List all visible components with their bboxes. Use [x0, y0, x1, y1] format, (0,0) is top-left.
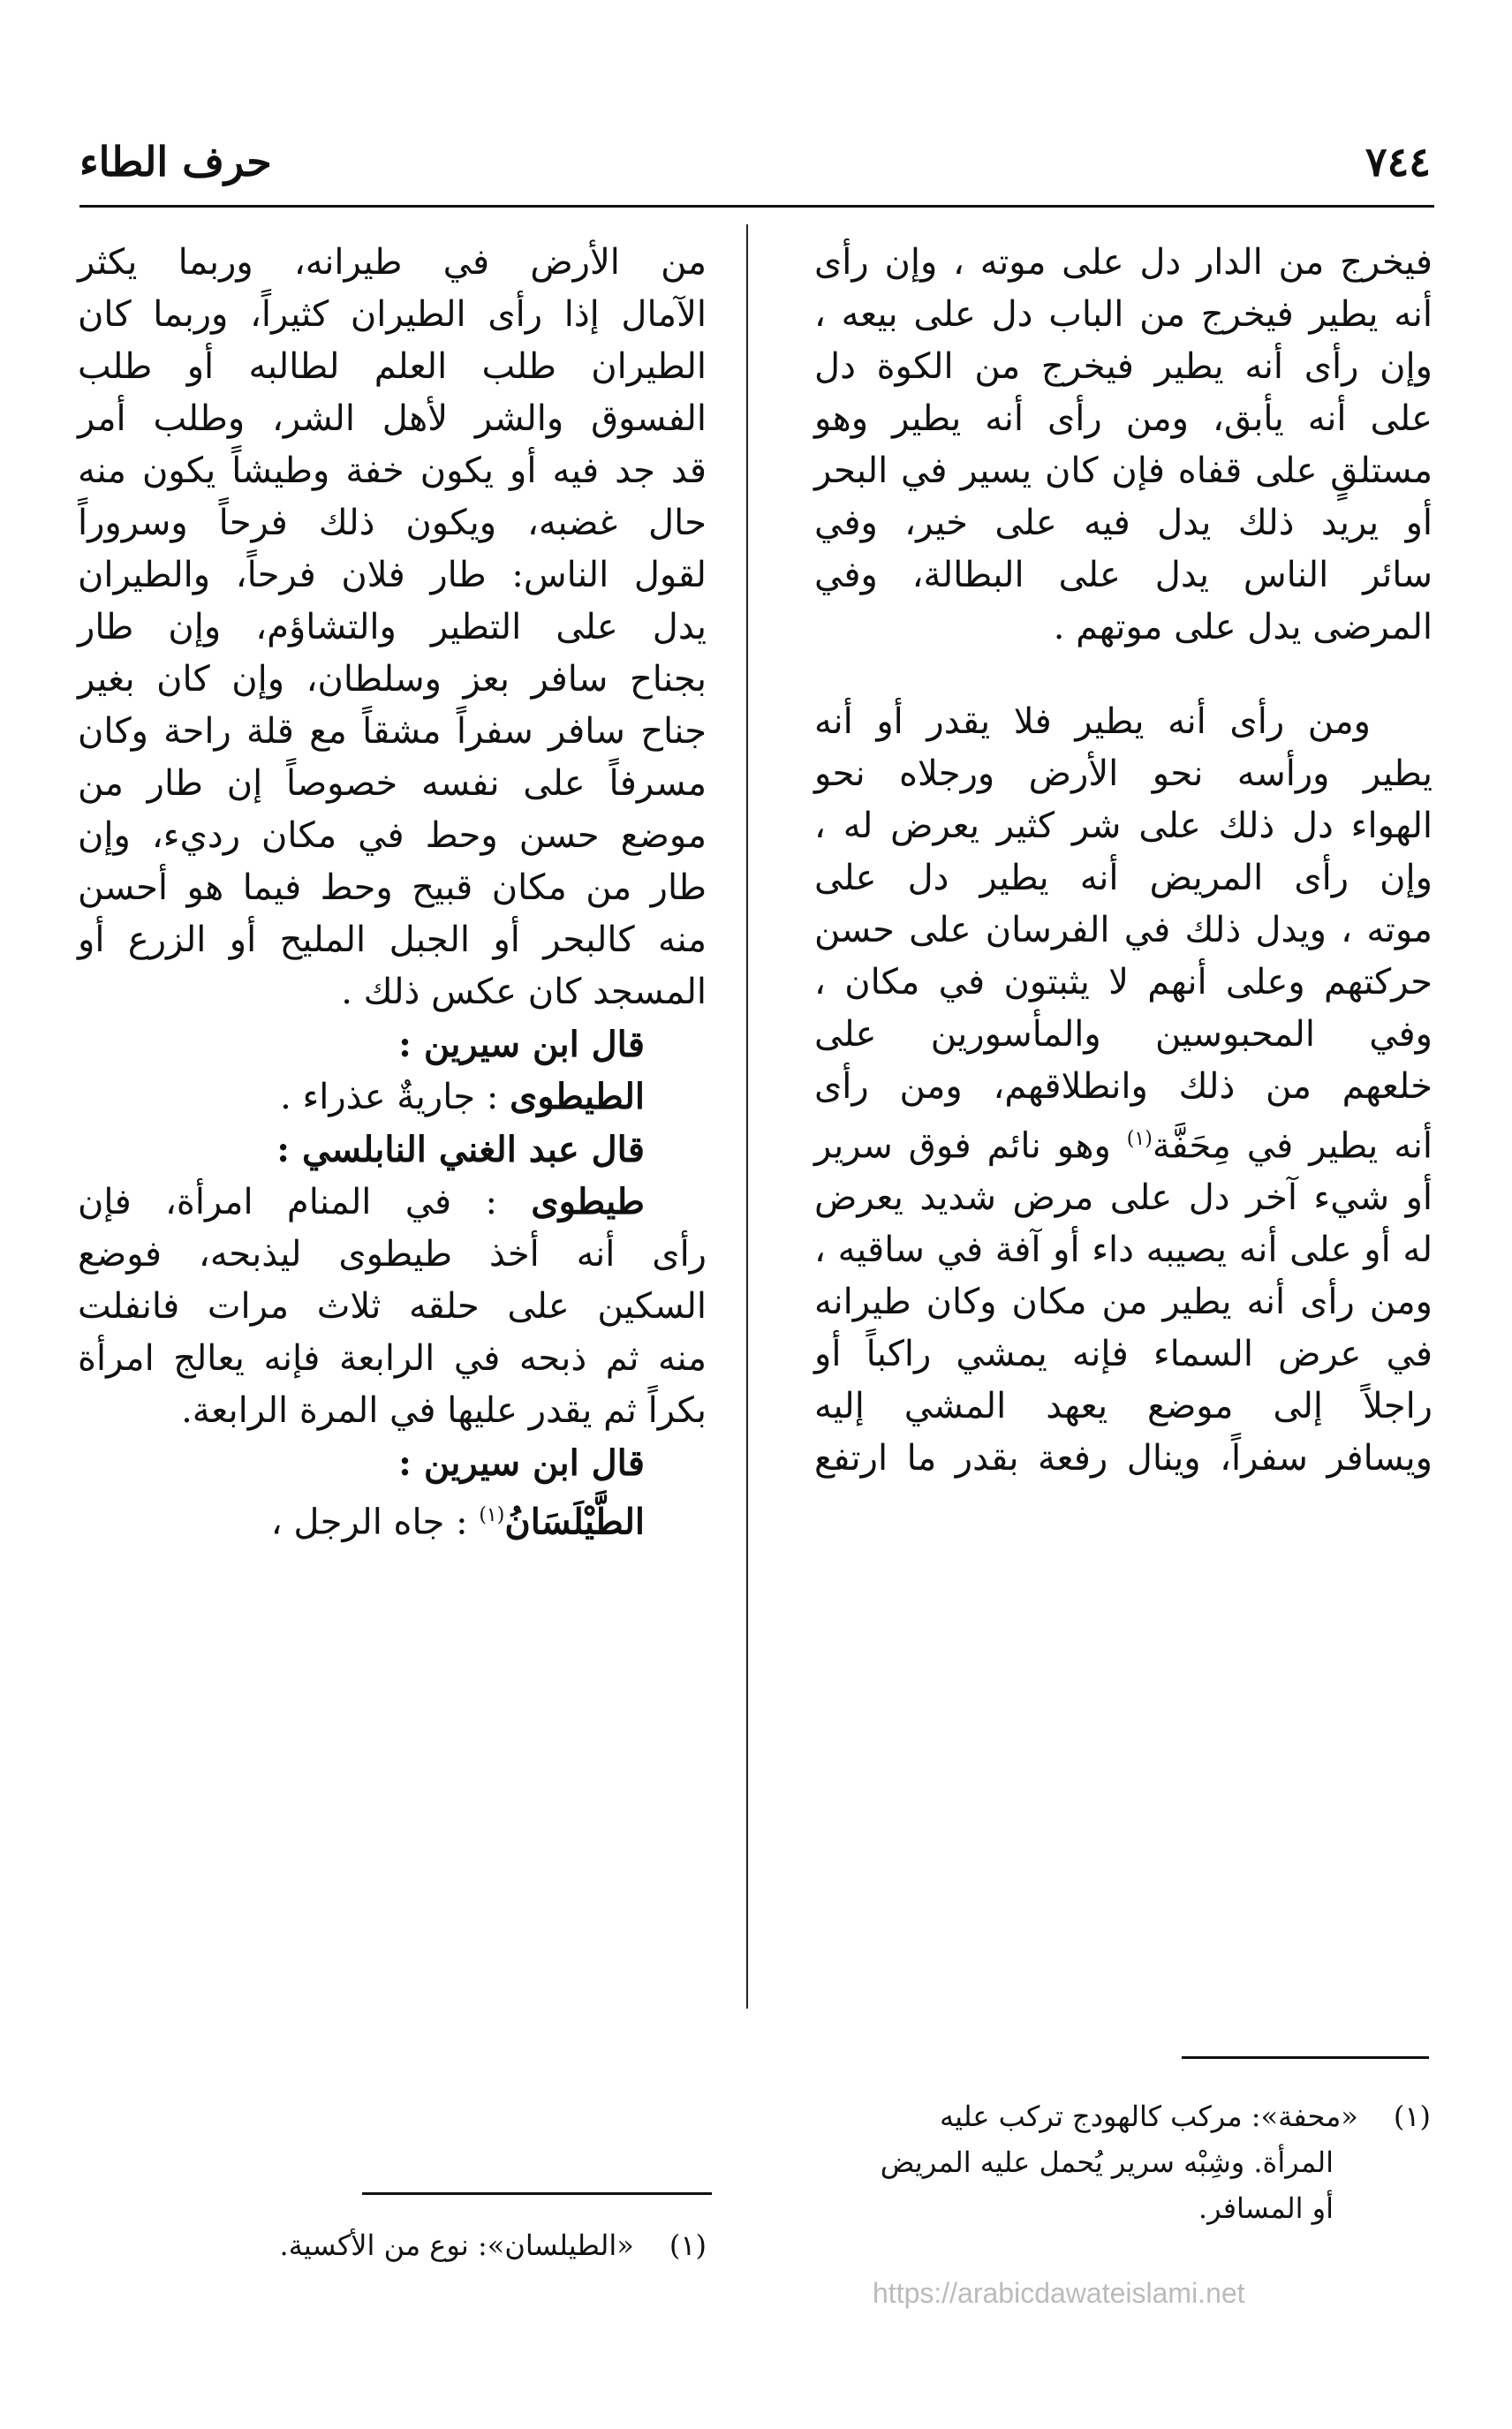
- footnote: [78, 2222, 707, 2268]
- text-line: منه كالبحر أو الجبل المليح أو الزرع أو: [78, 919, 707, 960]
- text-line: لقول الناس: طار فلان فرحاً، والطيران: [78, 555, 707, 595]
- text-line: [814, 1113, 1433, 1172]
- text-line: ويسافر سفراً، وينال رفعة بقدر ما ارتفع: [814, 1438, 1433, 1479]
- dictionary-entry: [78, 1176, 707, 1437]
- entry-text: : في المنام امرأة، فإن: [78, 1182, 497, 1222]
- text-line: ومن رأى أنه يطير من مكان وكان طيرانه: [814, 1282, 1433, 1323]
- section-heading: قال ابن سيرين :: [398, 1024, 645, 1065]
- text-line: حال غضبه، ويكون ذلك فرحاً وسروراً: [78, 503, 707, 543]
- text-line: وفي المحبوسين والمأسورين على: [814, 1014, 1433, 1055]
- dictionary-entry: [78, 1489, 707, 1548]
- text-line: موته ، ويدل ذلك في الفرسان على حسن: [814, 910, 1433, 950]
- text-line: وإن رأى المريض أنه يطير دل على: [814, 858, 1433, 898]
- paragraph: [814, 696, 1433, 1485]
- text-line: أنه يطير فيخرج من الباب دل على بيعه ،: [814, 294, 1433, 335]
- text-line: جناح سافر سفراً مشقاً مع قلة راحة وكان: [78, 711, 707, 752]
- text-line: الآمال إذا رأى الطيران كثيراً، وربما كان: [78, 294, 707, 335]
- text-line: المرضى يدل على موتهم .: [1053, 607, 1433, 647]
- text-line: قد جد فيه أو يكون خفة وطيشاً يكون منه: [78, 450, 707, 491]
- text-line: رأى أنه أخذ طيطوى ليذبحه، فوضع: [78, 1234, 707, 1275]
- footnote-rule: [362, 2192, 712, 2195]
- footnote-number: (١): [669, 2228, 707, 2262]
- text-line: طار من مكان قبيح وحط فيما هو أحسن: [78, 867, 707, 908]
- paragraph: [78, 237, 707, 1018]
- entry-term: طيطوى: [531, 1181, 645, 1222]
- text-line: على أنه يأبق، ومن رأى أنه يطير وهو: [814, 398, 1433, 439]
- left-column: [78, 237, 707, 1548]
- page-number: ٧٤٤: [1365, 138, 1431, 185]
- text-line: الهواء دل ذلك على شر كثير يعرض له ،: [814, 806, 1433, 846]
- footnote-ref: (١): [479, 1504, 505, 1526]
- entry-term: الطيطوى: [510, 1076, 645, 1117]
- text-line: الفسوق والشر لأهل الشر، وطلب أمر: [78, 398, 707, 439]
- footnote-line: [78, 2222, 707, 2268]
- text-line: في عرض السماء فإنه يمشي راكباً أو: [814, 1334, 1433, 1375]
- text-segment: وهو نائم فوق سرير: [814, 1125, 1127, 1167]
- entry-term: الطَّيْلَسَانُ: [504, 1501, 645, 1543]
- text-line: حركتهم وعلى أنهم لا يثبتون في مكان ،: [814, 962, 1433, 1003]
- footnote-text: «الطيلسان»: نوع من الأكسية.: [279, 2228, 634, 2262]
- footnote-number: (١): [1393, 2100, 1431, 2133]
- entry-text: : جاريةٌ عذراء .: [280, 1077, 499, 1117]
- section-heading: قال عبد الغني النابلسي :: [276, 1129, 645, 1170]
- text-line: بجناح سافر بعز وسلطان، وإن كان بغير: [78, 659, 707, 700]
- chapter-title: حرف الطاء: [79, 138, 272, 185]
- text-line: له أو على أنه يصيبه داء أو آفة في ساقيه ،: [814, 1230, 1433, 1271]
- text-line: منه ثم ذبحه في الرابعة فإنه يعالج امرأة: [78, 1338, 707, 1379]
- paragraph: [814, 237, 1433, 654]
- text-line: بكراً ثم يقدر عليها في المرة الرابعة.: [181, 1390, 707, 1431]
- text-line: يطير ورأسه نحو الأرض ورجلاه نحو: [814, 753, 1433, 794]
- text-line: السكين على حلقه ثلاث مرات فانفلت: [78, 1286, 707, 1327]
- text-line: الطيران طلب العلم لطالبه أو طلب: [78, 346, 707, 387]
- footnote-rule: [1182, 2056, 1429, 2059]
- text-line: خلعهم من ذلك وانطلاقهم، ومن رأى: [814, 1066, 1433, 1107]
- entry-text: : جاه الرجل ،: [270, 1502, 468, 1543]
- text-line: أو يريد ذلك يدل فيه على خير، وفي: [814, 503, 1433, 543]
- footnote: [813, 2093, 1431, 2231]
- text-line: أو شيء آخر دل على مرض شديد يعرض: [814, 1177, 1433, 1219]
- text-line: المسجد كان عكس ذلك .: [341, 972, 707, 1012]
- text-line: ومن رأى أنه يطير فلا يقدر أو أنه: [814, 701, 1371, 742]
- footnote-ref: (١): [1126, 1128, 1153, 1150]
- watermark-url: https://arabicdawateislami.net: [873, 2277, 1245, 2309]
- text-line: سائر الناس يدل على البطالة، وفي: [814, 555, 1433, 595]
- text-segment: أنه يطير في مِحَفَّة: [1152, 1125, 1433, 1167]
- footnote-line: أو المسافر.: [1198, 2191, 1334, 2225]
- footnote-line: [813, 2093, 1431, 2139]
- footnote-line: المرأة. وشِبْه سرير يُحمل عليه المريض: [880, 2145, 1334, 2179]
- text-line: موضع حسن وحط في مكان رديء، وإن: [78, 815, 707, 856]
- text-line: مستلقٍ على قفاه فإن كان يسير في البحر: [814, 450, 1433, 491]
- right-column: [814, 237, 1433, 1485]
- text-line: راجلاً إلى موضع يعهد المشي إليه: [814, 1386, 1433, 1427]
- text-line: من الأرض في طيرانه، وربما يكثر: [78, 242, 707, 283]
- header-rule: [79, 205, 1434, 208]
- text-line: مسرفاً على نفسه خصوصاً إن طار من: [78, 763, 707, 804]
- column-divider: [746, 224, 748, 2009]
- text-line: [78, 1176, 707, 1229]
- dictionary-entry: [78, 1071, 707, 1124]
- section-heading: قال ابن سيرين :: [398, 1442, 645, 1484]
- text-line: فيخرج من الدار دل على موته ، وإن رأى: [814, 242, 1433, 283]
- footnote-text: «محفة»: مركب كالهودج تركب عليه: [939, 2100, 1358, 2133]
- text-line: وإن رأى أنه يطير فيخرج من الكوة دل: [814, 346, 1433, 387]
- text-line: يدل على التطير والتشاؤم، وإن طار: [78, 607, 707, 647]
